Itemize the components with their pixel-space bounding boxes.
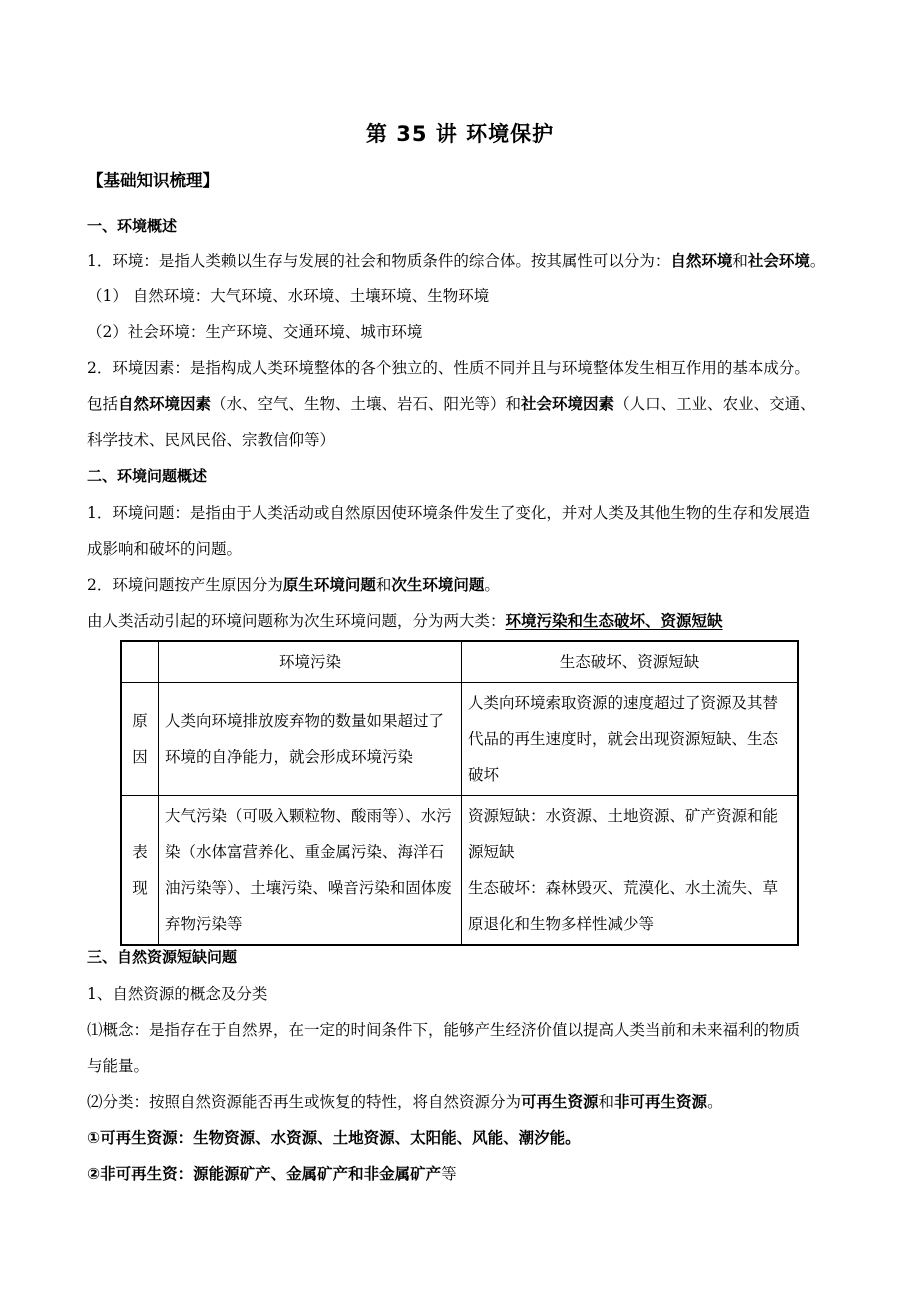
s2-l4-text: 由人类活动引起的环境问题称为次生环境问题，分为两大类： bbox=[87, 612, 506, 630]
s3-line-6 bbox=[87, 1163, 832, 1185]
page-title: 第 35 讲 环境保护 bbox=[365, 122, 555, 146]
manifestation-label-char-1: 表 bbox=[132, 843, 148, 861]
table-cell-cause-ecology: 人类向环境索取资源的速度超过了资源及其替代品的再生速度时，就会出现资源短缺、生态破坏 bbox=[462, 683, 799, 796]
s1-l1-end: 。 bbox=[809, 252, 826, 270]
s3-line-5: ①可再生资源：生物资源、水资源、土地资源、太阳能、风能、潮汐能。 bbox=[87, 1129, 581, 1147]
table-header-pollution: 环境污染 bbox=[159, 641, 462, 683]
manifestation-resource-shortage: 资源短缺：水资源、土地资源、矿产资源和能源短缺 bbox=[468, 807, 779, 861]
section-2-heading: 二、环境问题概述 bbox=[87, 467, 208, 485]
s2-l4-and: 和 bbox=[567, 612, 584, 630]
s3-line-1: 1、自然资源的概念及分类 bbox=[87, 985, 268, 1003]
s1-l1-bold-social: 社会环境 bbox=[747, 252, 810, 270]
table-row-label-manifestation bbox=[121, 796, 159, 946]
s2-line-2: 成影响和破坏的问题。 bbox=[87, 540, 243, 558]
s2-line-3 bbox=[87, 574, 832, 596]
section-label-text: 【基础知识梳理】 bbox=[87, 171, 219, 190]
s1-l5-text: 包括 bbox=[87, 395, 119, 413]
s2-l3-bold-secondary: 次生环境问题 bbox=[391, 576, 485, 594]
comparison-table bbox=[120, 640, 799, 946]
table-row-cause bbox=[121, 683, 798, 796]
s2-l3-text: 2．环境问题按产生原因分为 bbox=[87, 576, 283, 594]
table-row-manifestation bbox=[121, 796, 798, 946]
s2-l3-and: 和 bbox=[375, 576, 392, 594]
s1-line-1 bbox=[87, 250, 832, 272]
s1-l1-and: 和 bbox=[732, 252, 748, 270]
cause-label-char-2: 因 bbox=[132, 748, 148, 766]
s3-line-3: 与能量。 bbox=[87, 1057, 150, 1075]
s1-line-2: （1） 自然环境：大气环境、水环境、土壤环境、生物环境 bbox=[87, 287, 490, 305]
section-1-heading: 一、环境概述 bbox=[87, 217, 178, 235]
table-header-blank bbox=[121, 641, 159, 683]
manifestation-label-char-2: 现 bbox=[132, 879, 148, 897]
s3-l6-end: 等 bbox=[441, 1165, 457, 1183]
s2-line-4 bbox=[87, 610, 832, 632]
s1-l5-bold-social-factors: 社会环境因素 bbox=[521, 395, 615, 413]
s1-line-6: 科学技术、民风民俗、宗教信仰等） bbox=[87, 431, 336, 449]
table-cell-manifestation-ecology bbox=[462, 796, 799, 946]
section-label bbox=[87, 170, 832, 192]
s2-l4-pollution: 环境污染 bbox=[505, 612, 568, 630]
s3-l4-bold-renewable: 可再生资源 bbox=[521, 1093, 599, 1111]
s2-l4-ecology: 生态破坏、资源短缺 bbox=[583, 612, 723, 630]
s3-l4-bold-nonrenewable: 非可再生资源 bbox=[614, 1093, 708, 1111]
s1-line-4: 2．环境因素：是指构成人类环境整体的各个独立的、性质不同并且与环境整体发生相互作用的基本成分。 bbox=[87, 359, 810, 377]
table-cell-manifestation-pollution: 大气污染（可吸入颗粒物、酸雨等）、水污染（水体富营养化、重金属污染、海洋石油污染等）、土壤污染、噪音污染和固体废弃物污染等 bbox=[159, 796, 462, 946]
s2-line-1: 1．环境问题：是指由于人类活动或自然原因使环境条件发生了变化，并对人类及其他生物的生存和发展造 bbox=[87, 504, 810, 522]
s1-l5-mid: （水、空气、生物、土壤、岩石、阳光等）和 bbox=[211, 395, 522, 413]
s3-l6-bold: ②非可再生资：源能源矿产、金属矿产和非金属矿产 bbox=[87, 1165, 442, 1183]
s2-l3-end: 。 bbox=[484, 576, 500, 594]
table-header-row bbox=[121, 641, 798, 683]
cause-label-char-1: 原 bbox=[132, 712, 148, 730]
s1-line-3: （2）社会环境：生产环境、交通环境、城市环境 bbox=[87, 323, 423, 341]
section-3-heading: 三、自然资源短缺问题 bbox=[87, 948, 238, 966]
s1-l5-bold-natural-factors: 自然环境因素 bbox=[118, 395, 212, 413]
table-row-label-cause bbox=[121, 683, 159, 796]
table-cell-cause-pollution: 人类向环境排放废弃物的数量如果超过了环境的自净能力，就会形成环境污染 bbox=[159, 683, 462, 796]
s3-line-4 bbox=[87, 1091, 832, 1113]
manifestation-ecological-damage: 生态破坏：森林毁灭、荒漠化、水土流失、草原退化和生物多样性减少等 bbox=[468, 879, 779, 933]
s1-line-5 bbox=[87, 393, 832, 415]
s1-l1-text: 1．环境：是指人类赖以生存与发展的社会和物质条件的综合体。按其属性可以分为： bbox=[87, 252, 671, 270]
table-header-ecology: 生态破坏、资源短缺 bbox=[462, 641, 799, 683]
s1-l5-end: （人口、工业、农业、交通、 bbox=[614, 395, 816, 413]
s3-line-2: ⑴概念：是指存在于自然界，在一定的时间条件下，能够产生经济价值以提高人类当前和未来福利的物质 bbox=[87, 1021, 801, 1039]
s3-l4-end: 。 bbox=[707, 1093, 723, 1111]
s3-l4-text: ⑵分类：按照自然资源能否再生或恢复的特性，将自然资源分为 bbox=[87, 1093, 522, 1111]
s1-l1-bold-natural: 自然环境 bbox=[670, 252, 733, 270]
s3-l4-and: 和 bbox=[598, 1093, 615, 1111]
s2-l3-bold-primary: 原生环境问题 bbox=[282, 576, 376, 594]
